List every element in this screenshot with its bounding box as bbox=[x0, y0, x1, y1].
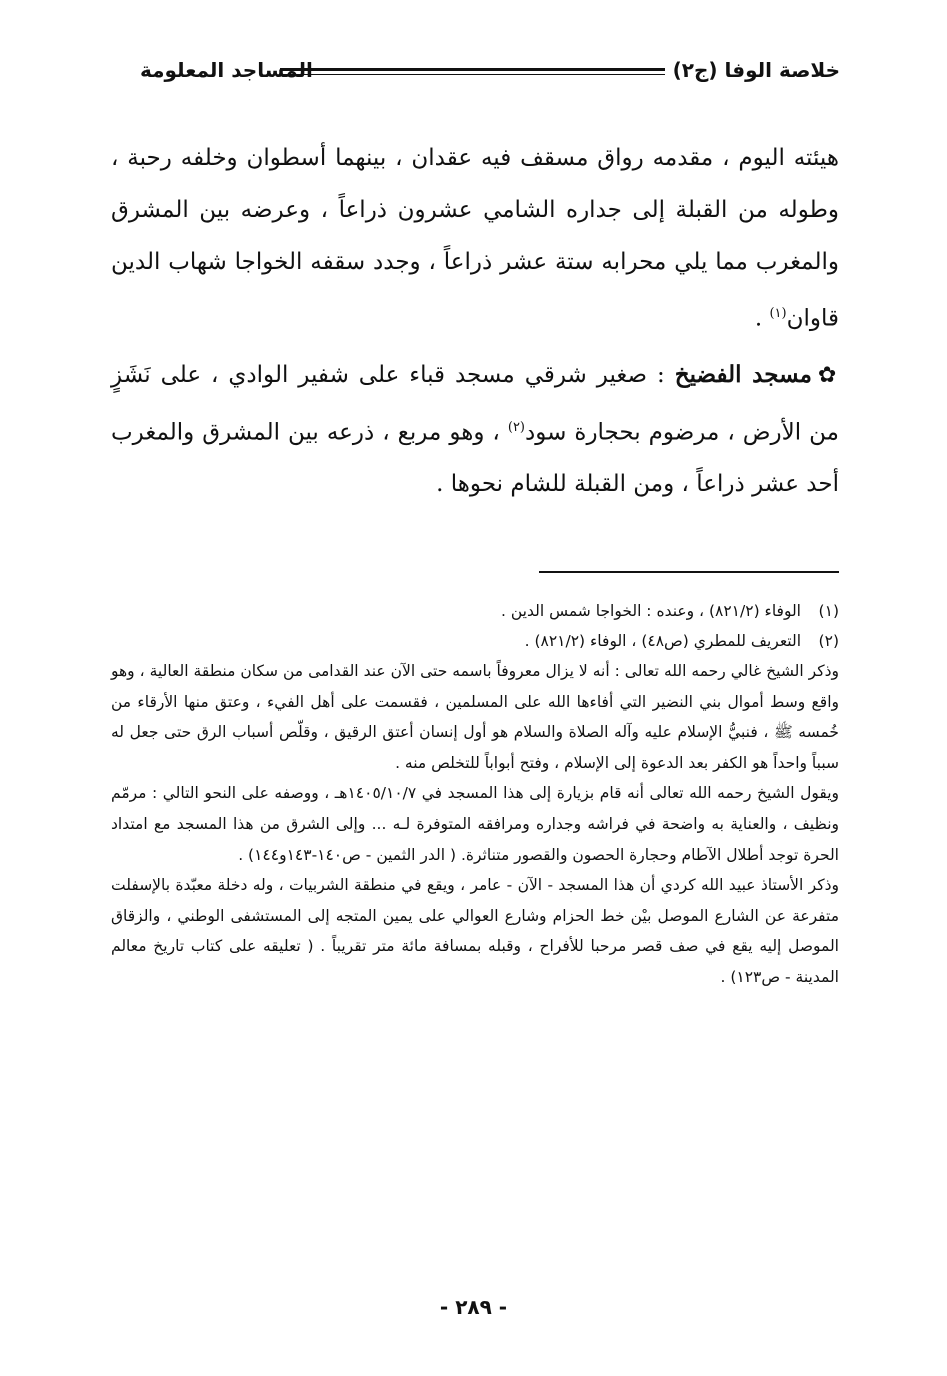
footnote-1-number: (١) bbox=[818, 602, 839, 620]
paragraph-1-end: . bbox=[754, 305, 770, 332]
page-number: - ٢٨٩ - bbox=[439, 1295, 508, 1319]
footnotes bbox=[111, 596, 839, 993]
footnote-2-block-3: وذكر الأستاذ عبيد الله كردي أن هذا المسجد - الآن - عامر ، ويقع في منطقة الشربيات ، وله دخلة معبّدة بالإسفلت متفرعة عن الشارع الموصل بيْن خط الحزام وشارع العوالي على يمين المتجه إلى المستشفى الوطني ، والزقاق الموصل إليه يقع في صف قصر مرحبا للأفراح ، وقبله بمسافة مائة متر تقريباً . ( تعليقه على كتاب تاريخ معالم المدينة - ص١٢٣) . bbox=[111, 876, 839, 986]
footnote-ref-2: (٢) bbox=[507, 419, 525, 435]
header-section-title: المساجد المعلومة bbox=[140, 58, 313, 82]
running-header bbox=[140, 52, 840, 92]
footnote-1-text: الوفاء (٨٢١/٢) ، وعنده : الخواجا شمس الدين . bbox=[501, 602, 801, 620]
paragraph-2-text-a: : صغير شرقي مسجد قباء على شفير الوادي ، على نَشَزٍ من الأرض ، مرضوم بحجارة سود bbox=[111, 361, 839, 446]
header-rule-thin bbox=[280, 74, 665, 75]
paragraph-1-text: هيئته اليوم ، مقدمه رواق مسقف فيه عقدان ، بينهما أسطوان وخلفه رحبة ، وطوله من القبلة إلى جداره الشامي عشرون ذراعاً ، وعرضه بين المشرق والمغرب مما يلي محرابه ستة عشر ذراعاً ، وجدد سقفه الخواجا شهاب الدين قاوان bbox=[111, 145, 839, 332]
footnote-2-block-1: وذكر الشيخ غالي رحمه الله تعالى : أنه لا يزال معروفاً باسمه حتى الآن عند القدامى من سكان منطقة العالية ، وهو واقع وسط أموال بني النضير التي أفاءها الله على المسلمين ، فقسمت على أهل الفيء ، وعتق منها الأرقاء من خُمسه ﷺ ، فنبيُّ الإسلام عليه وآله الصلاة والسلام هو أول إنسان أعتق الرقيق ، وقلّص أسباب الرق حتى جعل له سبباً واحداً هو الكفر بعد الدعوة إلى الإسلام ، وفتح أبواباً للتخلص منه . bbox=[111, 662, 839, 772]
flower-icon: ✿ bbox=[817, 362, 840, 388]
footnote-2-block-2: ويقول الشيخ رحمه الله تعالى أنه قام بزيارة إلى هذا المسجد في ١٤٠٥/١٠/٧هـ ، ووصفه على النحو التالي : مرمّم ونظيف ، والعناية به واضحة في فراشه وجداره ومرافقه المتوفرة لـه ... وإلى الشرق من هذا المسجد مع امتداد الحرة توجد أطلال الآطام وحجارة الحصون والقصور متناثرة. ( الدر الثمين - ص١٤٠-١٤٣و١٤٤) . bbox=[111, 784, 839, 864]
footnote-2 bbox=[111, 626, 839, 656]
footnote-separator bbox=[539, 571, 839, 573]
main-text bbox=[111, 132, 839, 510]
footnote-1 bbox=[111, 596, 839, 626]
paragraph-2-text-b: ، وهو مربع ، ذرعه بين المشرق والمغرب أحد عشر ذراعاً ، ومن القبلة للشام نحوها . bbox=[111, 419, 839, 498]
paragraph-2 bbox=[111, 349, 839, 511]
footnote-2-text: التعريف للمطري (ص٤٨) ، الوفاء (٨٢١/٢) . bbox=[524, 632, 801, 650]
footnote-2-number: (٢) bbox=[818, 632, 839, 650]
paragraph-1 bbox=[111, 132, 839, 345]
entry-term: مسجد الفضيخ bbox=[674, 360, 812, 388]
footnote-ref-1: (١) bbox=[769, 306, 787, 321]
header-book-title: خلاصة الوفا (ج٢) bbox=[672, 58, 840, 82]
header-rule bbox=[280, 68, 665, 71]
